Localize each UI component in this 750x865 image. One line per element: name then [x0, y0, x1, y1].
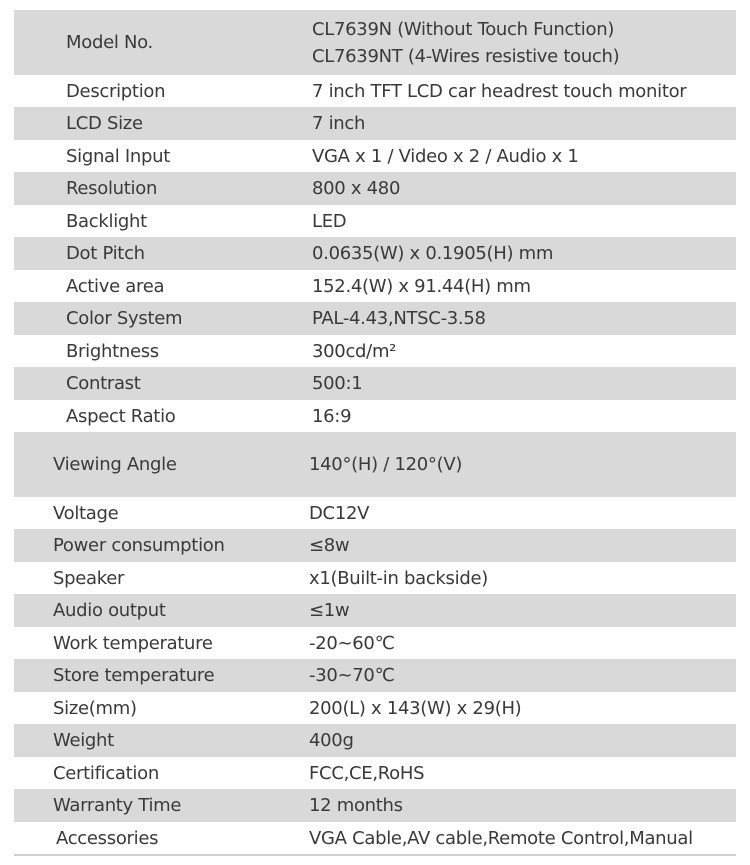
- spec-label: Active area: [66, 275, 165, 297]
- spec-label: Viewing Angle: [53, 454, 177, 475]
- spec-row-accessories: [14, 822, 736, 854]
- spec-row-certification: [14, 757, 736, 789]
- spec-row-aspect-ratio: [14, 400, 736, 432]
- spec-row-power-consumption: [14, 529, 736, 562]
- spec-row-speaker: [14, 562, 736, 594]
- spec-label: Store temperature: [53, 665, 215, 686]
- spec-value: 12 months: [309, 795, 403, 816]
- spec-row-dot-pitch: [14, 237, 736, 270]
- spec-label: Accessories: [56, 827, 159, 849]
- spec-row-model-no: [14, 10, 736, 75]
- spec-value: [296, 10, 736, 75]
- spec-row-warranty-time: [14, 789, 736, 822]
- spec-label: Certification: [53, 762, 159, 784]
- spec-row-audio-output: [14, 594, 736, 627]
- spec-value: 7 inch TFT LCD car headrest touch monitor: [312, 80, 687, 102]
- spec-row-voltage: [14, 497, 736, 529]
- spec-value: VGA x 1 / Video x 2 / Audio x 1: [312, 145, 579, 167]
- spec-value: 300cd/m²: [312, 340, 397, 362]
- spec-row-active-area: [14, 270, 736, 302]
- spec-value-line: CL7639N (Without Touch Function): [312, 18, 615, 40]
- spec-label: Brightness: [66, 340, 159, 362]
- spec-value: 400g: [309, 730, 354, 751]
- spec-row-resolution: [14, 172, 736, 205]
- spec-value: PAL-4.43,NTSC-3.58: [312, 308, 486, 329]
- spec-label: Resolution: [66, 178, 158, 199]
- spec-row-work-temperature: [14, 627, 736, 659]
- spec-label: Dot Pitch: [66, 243, 145, 264]
- spec-value: 7 inch: [312, 113, 366, 134]
- spec-value: DC12V: [309, 502, 370, 524]
- spec-row-lcd-size: [14, 107, 736, 140]
- spec-label: Audio output: [53, 600, 166, 621]
- spec-label: Signal Input: [66, 145, 171, 167]
- spec-value: LED: [312, 210, 347, 232]
- spec-row-viewing-angle: [14, 432, 736, 497]
- spec-label: Backlight: [66, 210, 147, 232]
- spec-value: 800 x 480: [312, 178, 401, 199]
- spec-row-description: [14, 75, 736, 107]
- spec-value: FCC,CE,RoHS: [309, 762, 425, 784]
- spec-label: Model No.: [66, 32, 153, 53]
- spec-row-size: [14, 692, 736, 724]
- spec-row-brightness: [14, 335, 736, 367]
- spec-label: Size(mm): [53, 697, 137, 719]
- spec-value: VGA Cable,AV cable,Remote Control,Manual: [309, 827, 693, 849]
- spec-label: Speaker: [53, 567, 125, 589]
- spec-value: 152.4(W) x 91.44(H) mm: [312, 275, 531, 297]
- spec-value: -30~70℃: [309, 665, 395, 686]
- spec-label: LCD Size: [66, 113, 143, 134]
- spec-row-store-temperature: [14, 659, 736, 692]
- spec-value: x1(Built-in backside): [309, 567, 488, 589]
- spec-row-weight: [14, 724, 736, 757]
- spec-value: -20~60℃: [309, 632, 395, 654]
- spec-label: Warranty Time: [53, 795, 182, 816]
- spec-value: 200(L) x 143(W) x 29(H): [309, 697, 522, 719]
- spec-value: 16:9: [312, 405, 352, 427]
- spec-label: Power consumption: [53, 535, 225, 556]
- spec-label: Aspect Ratio: [66, 405, 176, 427]
- table-bottom-rule: [14, 854, 736, 856]
- spec-row-backlight: [14, 205, 736, 237]
- spec-label: Color System: [66, 308, 183, 329]
- spec-label: Contrast: [66, 373, 141, 394]
- spec-value: 140°(H) / 120°(V): [309, 454, 463, 475]
- spec-label: Weight: [53, 730, 114, 751]
- spec-label: Voltage: [53, 502, 119, 524]
- spec-value: 0.0635(W) x 0.1905(H) mm: [312, 243, 554, 264]
- spec-value: ≤8w: [309, 535, 350, 556]
- spec-value: ≤1w: [309, 600, 350, 621]
- spec-value: 500:1: [312, 373, 363, 394]
- spec-row-signal-input: [14, 140, 736, 172]
- spec-label: Description: [66, 80, 166, 102]
- spec-label: Work temperature: [53, 632, 213, 654]
- spec-row-color-system: [14, 302, 736, 335]
- spec-value-line: CL7639NT (4-Wires resistive touch): [312, 45, 620, 67]
- spec-row-contrast: [14, 367, 736, 400]
